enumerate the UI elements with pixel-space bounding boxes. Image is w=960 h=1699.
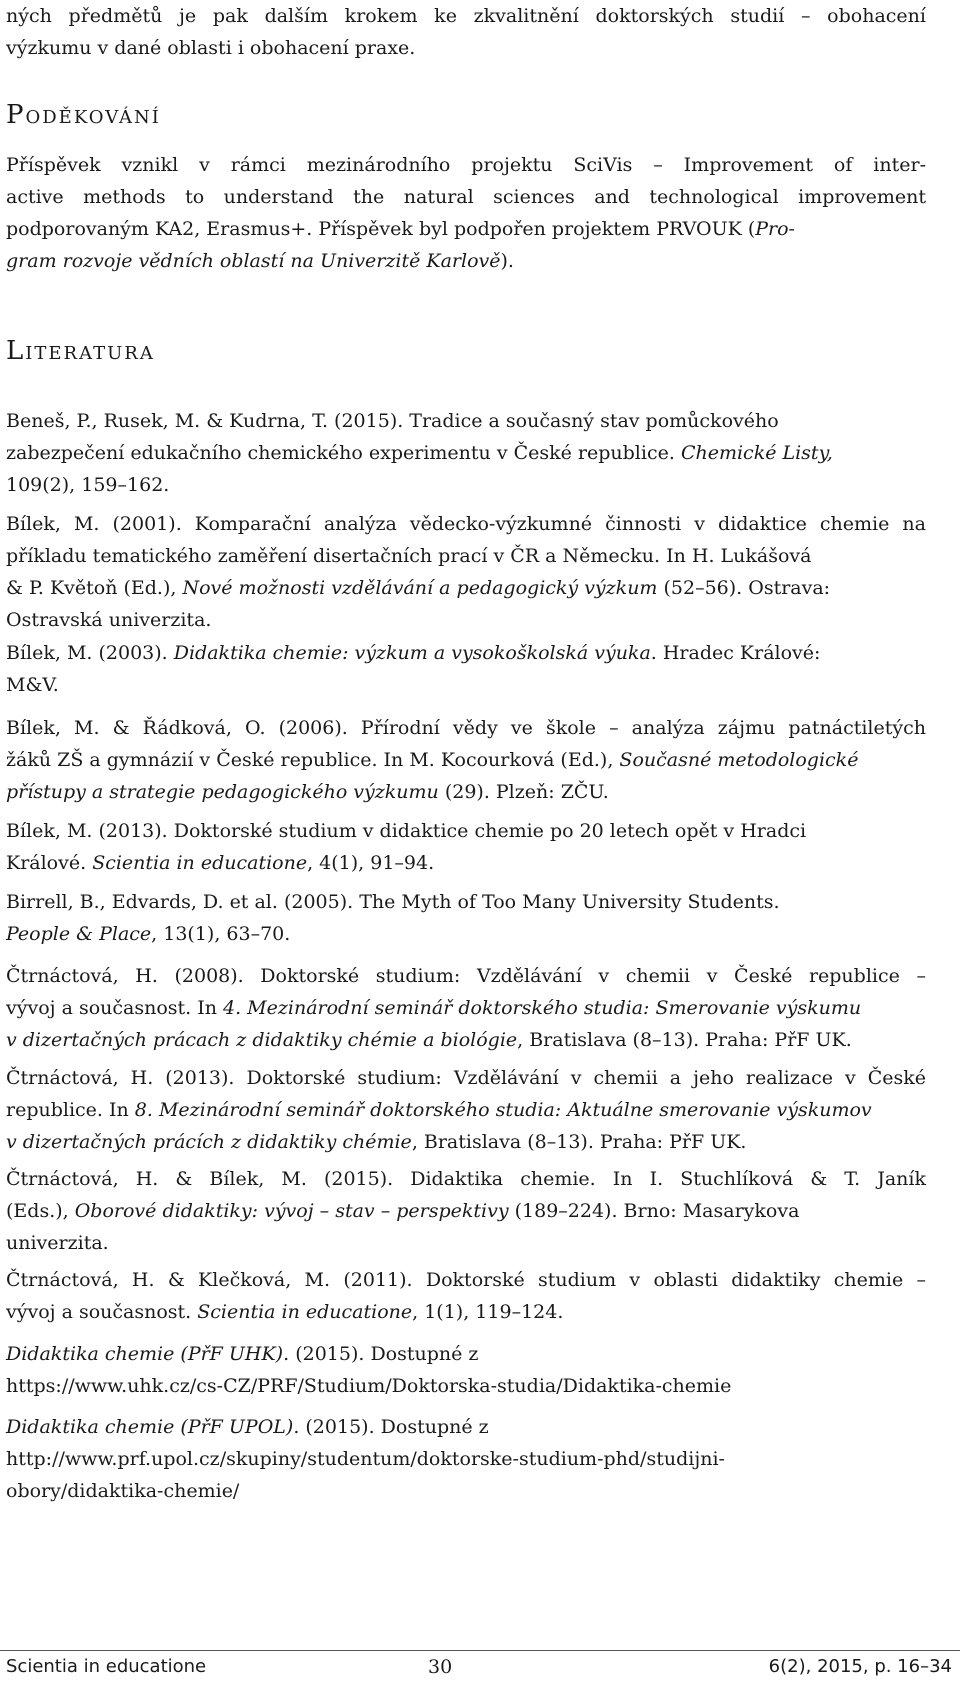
acknowledgement-paragraph	[6, 149, 926, 277]
reference-source: v dizertačných prácích z didaktiky chémie	[6, 1131, 412, 1153]
reference-line	[6, 847, 926, 879]
intro-paragraph	[6, 0, 926, 64]
reference-text: vývoj a současnost. In	[6, 997, 224, 1019]
ack-line-3	[6, 213, 926, 245]
ack-line-3-text: podporovaným KA2, Erasmus+. Příspěvek byl podpořen projektem PRVOUK (	[6, 218, 756, 240]
reference-text: , 13(1), 63–70.	[151, 923, 291, 945]
reference-line	[6, 572, 926, 604]
reference-line: Bílek, M. (2013). Doktorské studium v didaktice chemie po 20 letech opět v Hradci	[6, 820, 807, 842]
reference-text: Králové.	[6, 852, 93, 874]
reference-line	[6, 1338, 926, 1370]
reference-text: (189–224). Brno: Masarykova	[508, 1200, 800, 1222]
ack-line-4-italic: gram rozvoje vědních oblastí na Univerzitě Karlově	[6, 250, 501, 272]
reference-line: Birrell, B., Edvards, D. et al. (2005). The Myth of Too Many University Students.	[6, 891, 780, 913]
reference-text: , Bratislava (8–13). Praha: PřF UK.	[517, 1029, 852, 1051]
reference-text: . (2015). Dostupné z	[293, 1416, 489, 1438]
reference-text: zabezpečení edukačního chemického experimentu v České republice.	[6, 442, 681, 464]
reference-url[interactable]: obory/didaktika-chemie/	[6, 1480, 240, 1502]
reference-item	[6, 508, 926, 636]
reference-source: Didaktika chemie (PřF UPOL)	[6, 1416, 294, 1438]
reference-text: vývoj a současnost.	[6, 1301, 198, 1323]
reference-line	[6, 776, 926, 808]
reference-source: 8. Mezinárodní seminář doktorského studia: Aktuálne smerovanie výskumov	[134, 1099, 872, 1121]
reference-text: (52–56). Ostrava:	[657, 577, 831, 599]
footer-journal: Scientia in educatione	[6, 1656, 207, 1677]
reference-source: přístupy a strategie pedagogického výzkumu	[6, 781, 439, 803]
reference-line	[6, 744, 926, 776]
reference-source: Současné metodologické	[619, 749, 859, 771]
reference-line: Čtrnáctová, H. (2008). Doktorské studium: Vzdělávání v chemii v České republice –	[6, 965, 926, 987]
reference-url[interactable]: http://www.prf.upol.cz/skupiny/studentum/doktorske-studium-phd/studijni-	[6, 1448, 725, 1470]
reference-text: . (2015). Dostupné z	[283, 1343, 479, 1365]
reference-source: People & Place	[6, 923, 152, 945]
reference-item	[6, 1411, 926, 1507]
reference-text: , 4(1), 91–94.	[307, 852, 435, 874]
reference-source: Scientia in educatione	[92, 852, 308, 874]
reference-line	[6, 1296, 926, 1328]
acknowledgement-heading: Poděkování	[6, 100, 161, 130]
reference-source: Didaktika chemie: výzkum a vysokoškolská výuka	[173, 642, 651, 664]
reference-line	[6, 1024, 926, 1056]
reference-line: Beneš, P., Rusek, M. & Kudrna, T. (2015). Tradice a současný stav pomůckového	[6, 410, 779, 432]
reference-line: Bílek, M. & Řádková, O. (2006). Přírodní vědy ve škole – analýza zájmu patnáctiletých	[6, 717, 926, 739]
reference-text: (29). Plzeň: ZČU.	[438, 781, 609, 803]
reference-line: Čtrnáctová, H. & Klečková, M. (2011). Doktorské studium v oblasti didaktiky chemie –	[6, 1269, 926, 1291]
reference-item	[6, 1264, 926, 1328]
reference-text: žáků ZŠ a gymnázií v České republice. In M. Kocourková (Ed.),	[6, 749, 620, 771]
reference-line	[6, 637, 926, 669]
reference-source: Nové možnosti vzdělávání a pedagogický výzkum	[182, 577, 658, 599]
footer-issue: 6(2), 2015, p. 16–34	[768, 1656, 952, 1677]
intro-line-2: výzkumu v dané oblasti i obohacení praxe.	[6, 37, 416, 59]
reference-line: Ostravská univerzita.	[6, 609, 212, 631]
reference-line: 109(2), 159–162.	[6, 474, 170, 496]
reference-text: & P. Květoň (Ed.),	[6, 577, 183, 599]
reference-item	[6, 960, 926, 1056]
reference-item	[6, 1163, 926, 1259]
literature-heading: Literatura	[6, 336, 155, 366]
reference-line: příkladu tematického zaměření disertačních prací v ČR a Německu. In H. Lukášová	[6, 545, 812, 567]
reference-text: Bílek, M. (2003).	[6, 642, 174, 664]
reference-text: (Eds.),	[6, 1200, 75, 1222]
reference-text: . Hradec Králové:	[650, 642, 821, 664]
reference-line	[6, 918, 926, 950]
reference-line	[6, 1411, 926, 1443]
reference-item	[6, 815, 926, 879]
reference-line: Bílek, M. (2001). Komparační analýza vědecko-výzkumné činnosti v didaktice chemie na	[6, 513, 926, 535]
reference-item	[6, 712, 926, 808]
footer-page-number: 30	[428, 1656, 453, 1678]
reference-line: univerzita.	[6, 1232, 109, 1254]
reference-item	[6, 1338, 926, 1402]
reference-line	[6, 1195, 926, 1227]
reference-text: republice. In	[6, 1099, 135, 1121]
ack-line-2: active methods to understand the natural sciences and technological improvement	[6, 186, 926, 208]
reference-source: v dizertačných prácach z didaktiky chémie a biológie	[6, 1029, 518, 1051]
reference-source: Didaktika chemie (PřF UHK)	[6, 1343, 284, 1365]
ack-line-1: Příspěvek vznikl v rámci mezinárodního projektu SciVis – Improvement of inter-	[6, 154, 926, 176]
ack-line-4-text: ).	[500, 250, 514, 272]
reference-line: Čtrnáctová, H. (2013). Doktorské studium: Vzdělávání v chemii a jeho realizace v České	[6, 1067, 926, 1089]
reference-source: Chemické Listy,	[680, 442, 833, 464]
reference-line	[6, 992, 926, 1024]
reference-line	[6, 1094, 926, 1126]
reference-item	[6, 1062, 926, 1158]
reference-item	[6, 405, 926, 501]
reference-url[interactable]: https://www.uhk.cz/cs-CZ/PRF/Studium/Doktorska-studia/Didaktika-chemie	[6, 1375, 732, 1397]
reference-line	[6, 437, 926, 469]
reference-text: , Bratislava (8–13). Praha: PřF UK.	[411, 1131, 747, 1153]
reference-line	[6, 1126, 926, 1158]
reference-text: , 1(1), 119–124.	[412, 1301, 564, 1323]
reference-source: Oborové didaktiky: vývoj – stav – perspektivy	[74, 1200, 509, 1222]
ack-line-3-italic: Pro-	[755, 218, 795, 240]
reference-line: M&V.	[6, 674, 59, 696]
intro-line-1: ných předmětů je pak dalším krokem ke zkvalitnění doktorských studií – obohacení	[6, 5, 926, 27]
ack-line-4	[6, 245, 926, 277]
reference-source: 4. Mezinárodní seminář doktorského studia: Smerovanie výskumu	[223, 997, 862, 1019]
reference-line: Čtrnáctová, H. & Bílek, M. (2015). Didaktika chemie. In I. Stuchlíková & T. Janík	[6, 1168, 926, 1190]
reference-source: Scientia in educatione	[197, 1301, 413, 1323]
reference-item	[6, 637, 926, 701]
footer-rule	[0, 1650, 960, 1651]
reference-item	[6, 886, 926, 950]
